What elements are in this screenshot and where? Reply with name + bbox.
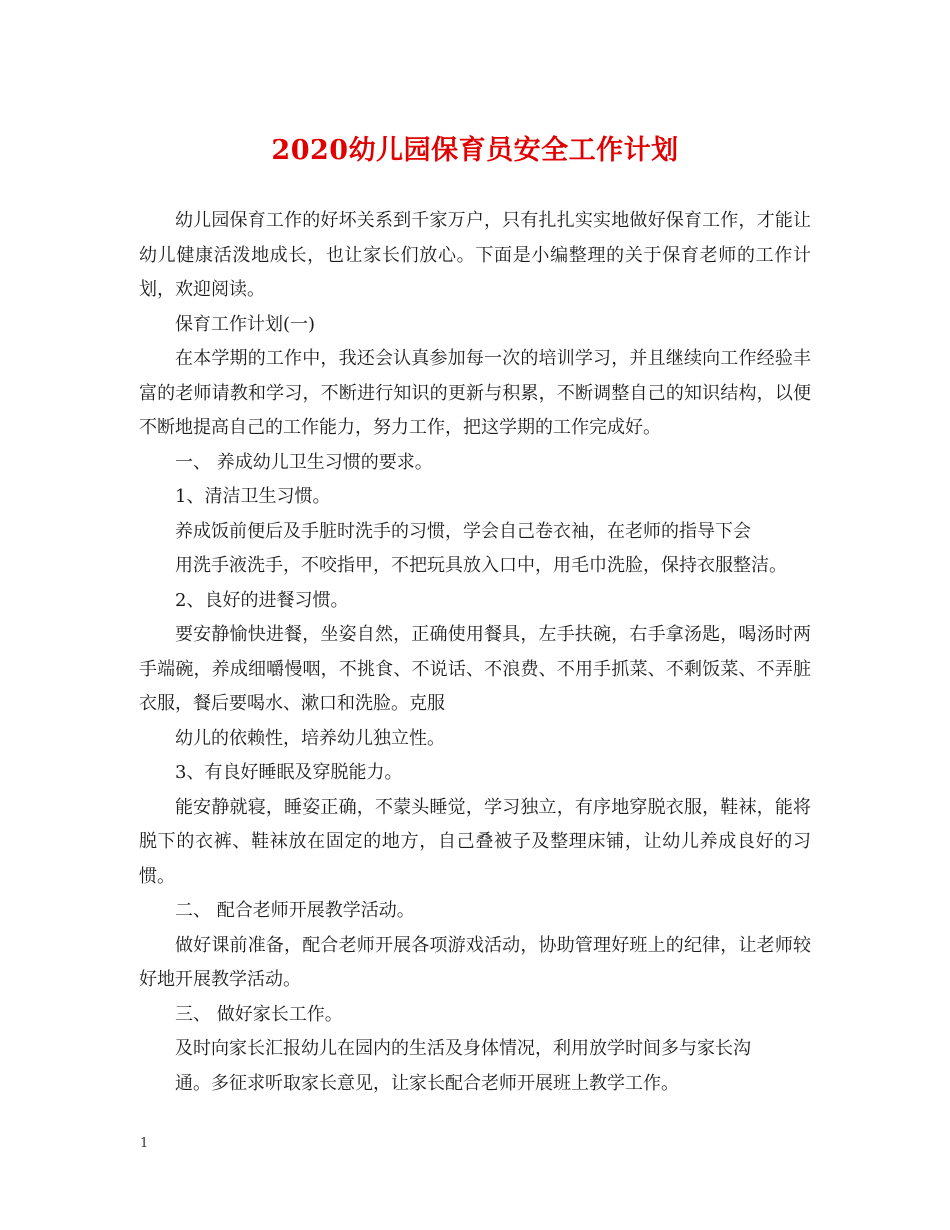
body-paragraph: 及时向家长汇报幼儿在园内的生活及身体情况，利用放学时间多与家长沟 — [175, 1038, 751, 1059]
document-body — [139, 204, 811, 1101]
document-title: 2020幼儿园保育员安全工作计划 — [271, 135, 679, 166]
body-paragraph: 要安静愉快进餐，坐姿自然，正确使用餐具，左手扶碗，右手拿汤匙，喝汤时两手端碗，养成细嚼慢咽，不挑食、不说话、不浪费、不用手抓菜、不剩饭菜、不弄脏衣服，餐后要喝水、漱口和洗脸。克服 — [139, 624, 811, 714]
page-number: 1 — [140, 1136, 149, 1151]
body-paragraph: 幼儿的依赖性，培养幼儿独立性。 — [175, 727, 445, 749]
list-heading: 三、 做好家长工作。 — [175, 1003, 343, 1025]
body-paragraph: 在本学期的工作中，我还会认真参加每一次的培训学习，并且继续向工作经验丰富的老师请教和学习，不断进行知识的更新与积累，不断调整自己的知识结构，以便不断地提高自己的工作能力，努力工作，把这学期的工作完成好。 — [139, 348, 811, 438]
body-paragraph: 用洗手液洗手，不咬指甲，不把玩具放入口中，用毛巾洗脸，保持衣服整洁。 — [175, 555, 787, 576]
list-heading: 二、 配合老师开展教学活动。 — [175, 900, 415, 921]
body-paragraph: 能安静就寝，睡姿正确，不蒙头睡觉，学习独立，有序地穿脱衣服，鞋袜，能将脱下的衣裤、鞋袜放在固定的地方，自己叠被子及整理床铺，让幼儿养成良好的习惯。 — [139, 796, 811, 887]
intro-paragraph: 幼儿园保育工作的好坏关系到千家万户，只有扎扎实实地做好保育工作，才能让幼儿健康活泼地成长，也让家长们放心。下面是小编整理的关于保育老师的工作计划，欢迎阅读。 — [139, 210, 811, 300]
list-heading: 一、 养成幼儿卫生习惯的要求。 — [175, 451, 433, 473]
body-paragraph: 养成饭前便后及手脏时洗手的习惯，学会自己卷衣袖，在老师的指导下会 — [175, 520, 751, 542]
sub-heading: 2、良好的进餐习惯。 — [175, 589, 349, 611]
body-paragraph: 通。多征求听取家长意见，让家长配合老师开展班上教学工作。 — [175, 1072, 679, 1094]
section-heading: 保育工作计划(一) — [175, 313, 316, 335]
sub-heading: 3、有良好睡眠及穿脱能力。 — [175, 762, 403, 783]
sub-heading: 1、清洁卫生习惯。 — [175, 486, 331, 507]
body-paragraph: 做好课前准备，配合老师开展各项游戏活动，协助管理好班上的纪律，让老师较好地开展教学活动。 — [139, 934, 811, 990]
